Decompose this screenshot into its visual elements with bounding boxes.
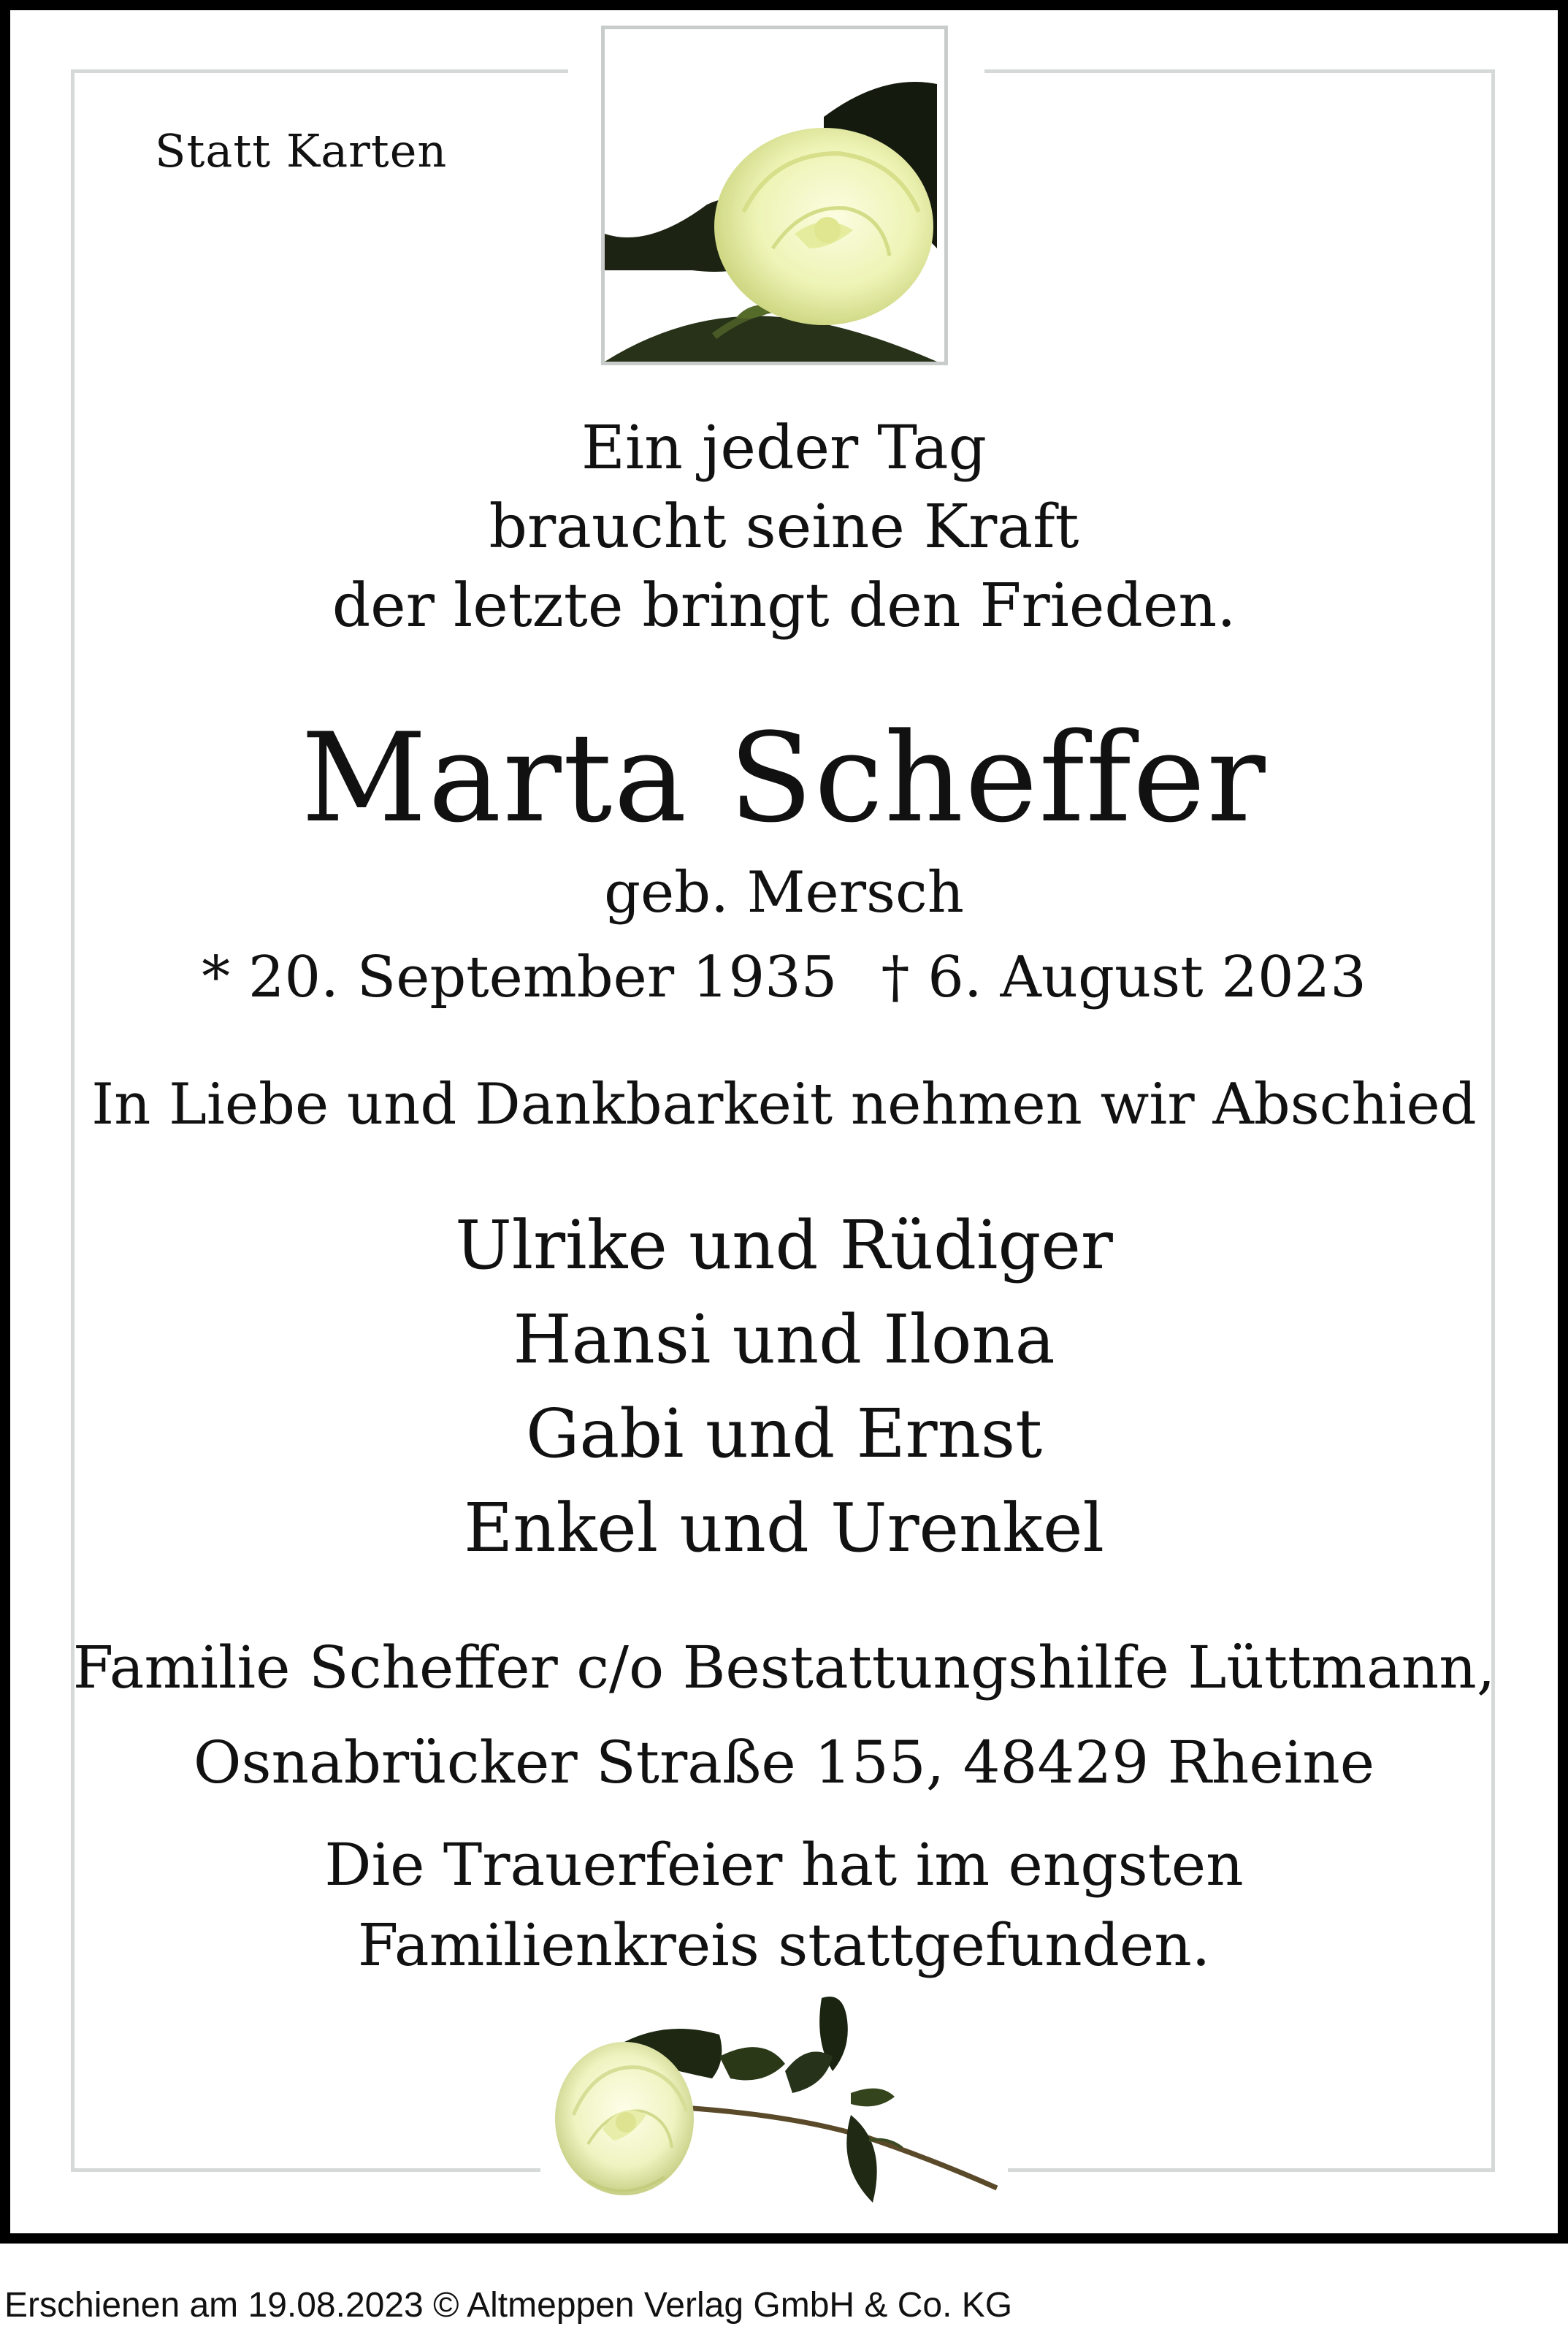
- life-dates: [0, 941, 1568, 1014]
- rose-photo-icon: [601, 26, 948, 365]
- verse: [0, 409, 1568, 646]
- address-line: Familie Scheffer c/o Bestattungshilfe Lüttmann,: [72, 1634, 1496, 1701]
- publication-footer: Erschienen am 19.08.2023 © Altmeppen Verlag GmbH & Co. KG: [4, 2286, 1013, 2325]
- ceremony-line: Familienkreis stattgefunden.: [357, 1911, 1211, 1979]
- verse-line: braucht seine Kraft: [489, 492, 1079, 562]
- statt-karten-label: Statt Karten: [155, 124, 448, 178]
- rose-stem-icon: [544, 1991, 1011, 2232]
- birth-date: * 20. September 1935: [202, 945, 838, 1010]
- mourner: Gabi und Ernst: [525, 1395, 1043, 1473]
- mourners-list: [0, 1198, 1568, 1575]
- verse-line: Ein jeder Tag: [581, 413, 987, 483]
- mourner: Hansi und Ilona: [513, 1300, 1055, 1379]
- farewell-line: In Liebe und Dankbarkeit nehmen wir Abschied: [91, 1072, 1477, 1137]
- mourner: Enkel und Urenkel: [464, 1489, 1104, 1567]
- maiden-name: geb. Mersch: [604, 860, 964, 926]
- verse-line: der letzte bringt den Frieden.: [332, 571, 1236, 641]
- deceased-name: Marta Scheffer: [301, 706, 1267, 850]
- ceremony-line: Die Trauerfeier hat im engsten: [324, 1831, 1244, 1899]
- address-line: Osnabrücker Straße 155, 48429 Rheine: [193, 1728, 1375, 1796]
- ceremony-note: [0, 1825, 1568, 1986]
- mourner: Ulrike und Rüdiger: [455, 1206, 1113, 1284]
- contact-address: [0, 1620, 1568, 1810]
- death-date: † 6. August 2023: [881, 945, 1366, 1010]
